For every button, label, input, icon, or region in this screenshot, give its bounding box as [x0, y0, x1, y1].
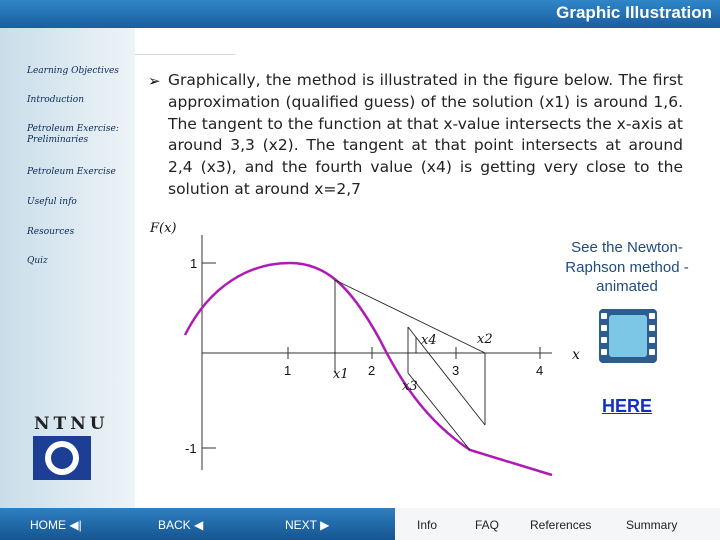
x-axis-label: x [572, 347, 580, 363]
point-label-x1: x1 [333, 367, 349, 382]
film-icon[interactable] [597, 305, 659, 367]
bullet-arrow-icon: ➢ [148, 72, 161, 90]
sidebar-item-resources[interactable]: Resources [27, 227, 75, 237]
references-link[interactable]: References [530, 518, 592, 532]
skip-back-icon: ◀| [66, 518, 82, 532]
page-title: Graphic Illustration [556, 3, 712, 22]
x-tick-label: 2 [368, 363, 376, 378]
tangent-line [408, 327, 485, 425]
x-tick-label: 4 [536, 363, 544, 378]
divider [135, 54, 235, 55]
home-button[interactable]: HOME ◀| [30, 518, 82, 532]
x-tick-label: 1 [284, 363, 292, 378]
sidebar-item-preliminaries[interactable]: Petroleum Exercise: Preliminaries [27, 124, 119, 145]
point-label-x2: x2 [477, 332, 493, 347]
newton-raphson-figure [140, 215, 580, 475]
tangent-line [335, 280, 485, 353]
body-text: Graphically, the method is illustrated in the figure below. The first approximation (qualified guess) of the solution (x1) is around 1,6. The tangent to the function at that x-value intersects the x-axis at around 3,3 (x2). The tangent at that point intersects at around 2,4 (x3), and the fourth value (x4) is getting very close to the solution at around x=2,7 [168, 71, 683, 198]
summary-link[interactable]: Summary [626, 518, 678, 532]
y-tick-label: -1 [185, 441, 197, 456]
point-label-x3: x3 [402, 379, 418, 394]
title-bar [0, 0, 720, 28]
back-button[interactable]: BACK ◀ [158, 518, 204, 532]
animation-link[interactable]: HERE [602, 396, 653, 416]
y-axis-label: F(x) [150, 221, 177, 236]
next-arrow-icon: ▶ [316, 518, 330, 532]
info-link[interactable]: Info [417, 518, 438, 532]
y-tick-label: 1 [190, 256, 198, 271]
x-tick-label: 3 [452, 363, 460, 378]
animation-description: See the Newton-Raphson method - animated [565, 239, 689, 295]
ntnu-logo [33, 436, 91, 480]
sidebar-item-learning-objectives[interactable]: Learning Objectives [27, 66, 119, 76]
point-label-x4: x4 [421, 333, 437, 348]
sidebar-item-quiz[interactable]: Quiz [27, 256, 48, 266]
sidebar-item-useful-info[interactable]: Useful info [27, 197, 77, 207]
next-button[interactable]: NEXT ▶ [285, 518, 330, 532]
sidebar-item-introduction[interactable]: Introduction [27, 95, 84, 105]
faq-link[interactable]: FAQ [475, 518, 500, 532]
ntnu-logo-text: NTNU [34, 414, 109, 434]
sidebar-item-petroleum-exercise[interactable]: Petroleum Exercise [27, 167, 116, 177]
back-arrow-icon: ◀ [190, 518, 204, 532]
